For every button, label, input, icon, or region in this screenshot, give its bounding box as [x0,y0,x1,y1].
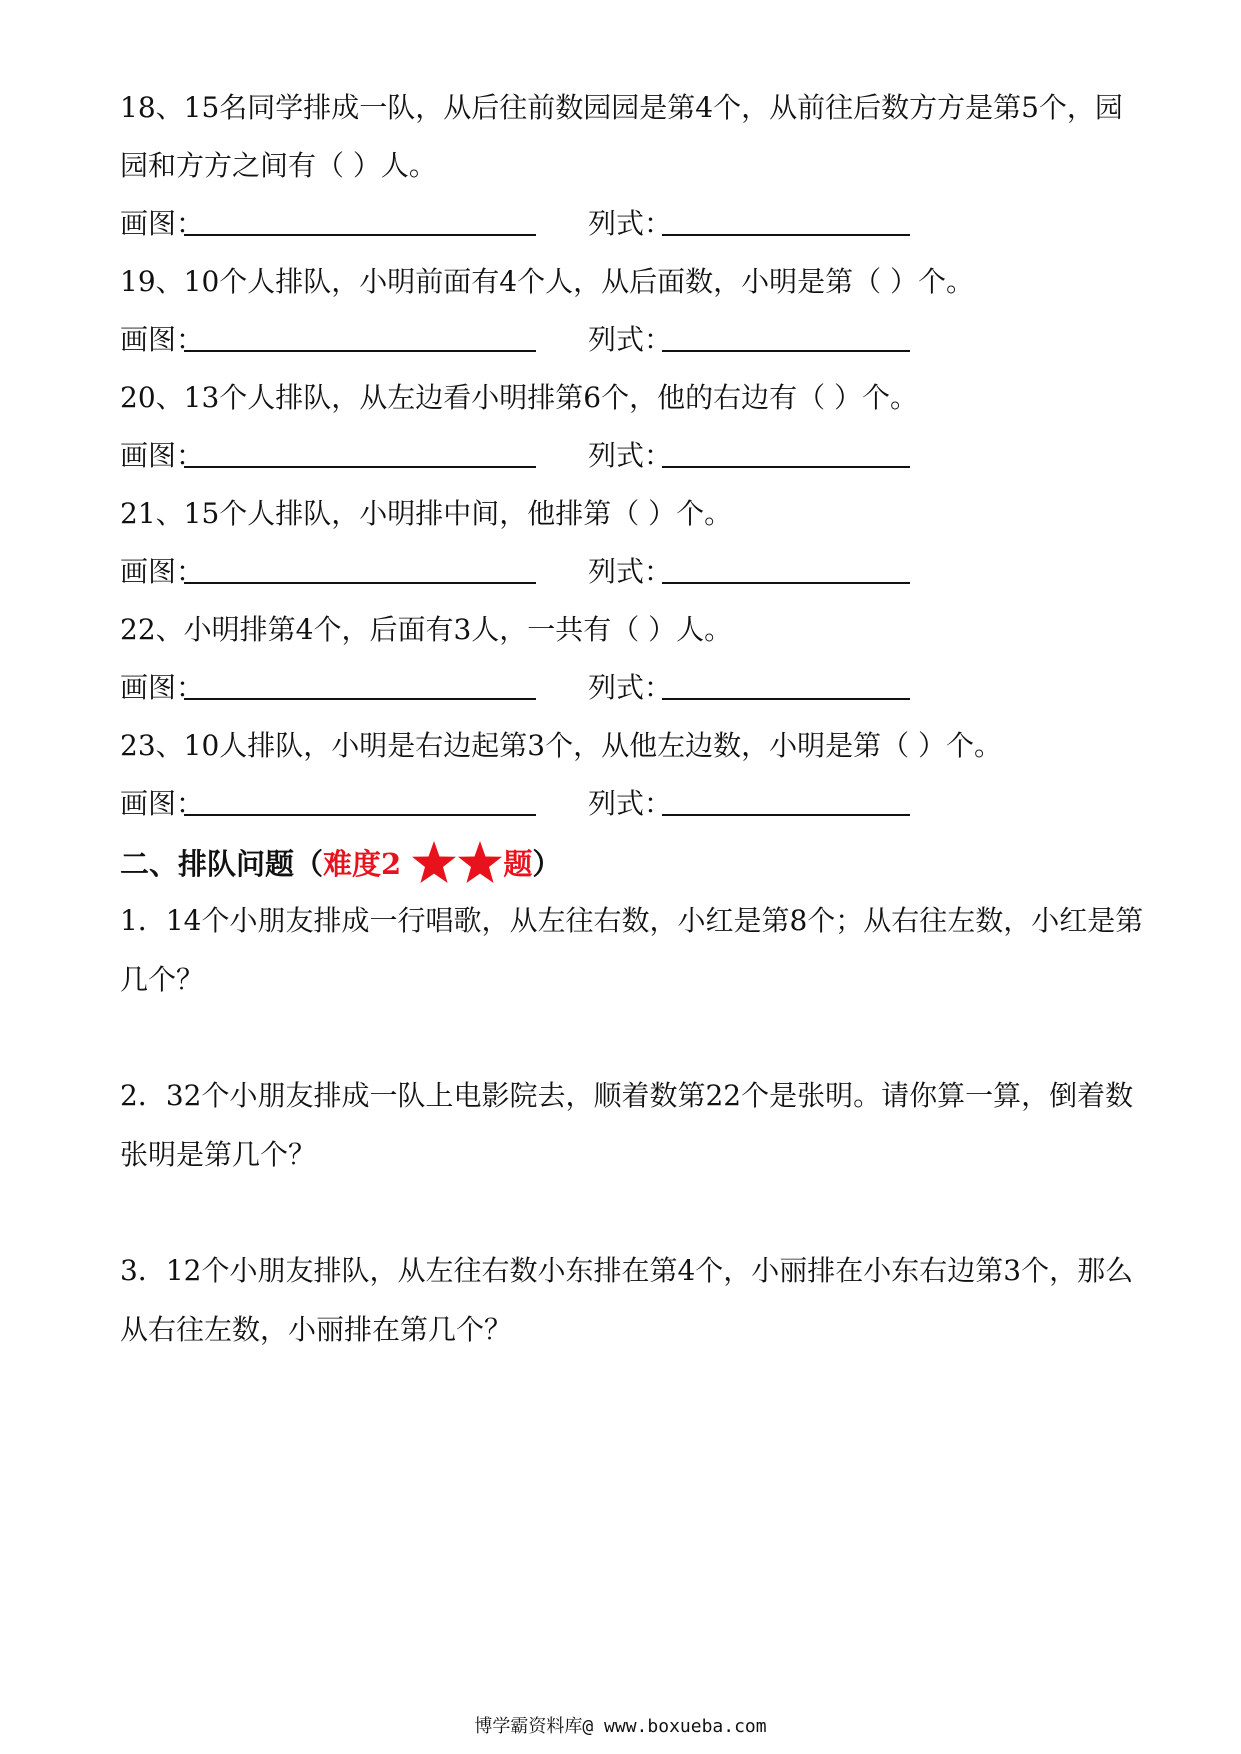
draw-blank[interactable] [184,436,536,468]
draw-label: 画图： [120,439,205,472]
draw-label: 画图： [120,323,205,356]
footer-watermark: 博学霸资料库@ www.boxueba.com [474,1716,767,1737]
draw-blank[interactable] [184,204,536,236]
question-22: 22、小明排第4个，后面有3人，一共有（ ）人。 [120,613,733,646]
formula-blank[interactable] [662,320,910,352]
difficulty-label: 难度2 [323,847,402,881]
formula-blank[interactable] [662,204,910,236]
formula-label: 列式： [588,671,673,704]
question-19: 19、10个人排队，小明前面有4个人，从后面数，小明是第（ ）个。 [120,265,974,298]
star-icon [411,840,457,884]
draw-blank[interactable] [184,784,536,816]
draw-label: 画图： [120,207,205,240]
question-23: 23、10人排队，小明是右边起第3个，从他左边数，小明是第（ ）个。 [120,729,1002,762]
problem-3-line1: 3．12个小朋友排队，从左往右数小东排在第4个，小丽排在小东右边第3个，那么 [120,1254,1134,1287]
question-18-line1: 18、15名同学排成一队，从后往前数园园是第4个，从前往后数方方是第5个，园 [120,91,1123,124]
formula-label: 列式： [588,555,673,588]
work-row-22 [120,668,1190,708]
section-paren-close: ） [532,847,562,881]
formula-label: 列式： [588,439,673,472]
formula-blank[interactable] [662,552,910,584]
work-row-19 [120,320,1190,360]
problem-1-line1: 1．14个小朋友排成一行唱歌，从左往右数，小红是第8个；从右往左数，小红是第 [120,904,1144,937]
formula-label: 列式： [588,323,673,356]
question-20: 20、13个人排队，从左边看小明排第6个，他的右边有（ ）个。 [120,381,918,414]
draw-label: 画图： [120,555,205,588]
problem-1-line2: 几个？ [120,963,205,996]
work-row-21 [120,552,1190,592]
formula-label: 列式： [588,787,673,820]
section-paren-open: （ [294,847,324,881]
formula-blank[interactable] [662,436,910,468]
draw-label: 画图： [120,787,205,820]
problem-3-line2: 从右往左数，小丽排在第几个？ [120,1313,513,1346]
work-row-18 [120,204,1190,244]
draw-label: 画图： [120,671,205,704]
draw-blank[interactable] [184,320,536,352]
draw-blank[interactable] [184,552,536,584]
question-21: 21、15个人排队，小明排中间，他排第（ ）个。 [120,497,733,530]
formula-blank[interactable] [662,784,910,816]
draw-blank[interactable] [184,668,536,700]
formula-label: 列式： [588,207,673,240]
section-heading [120,840,561,886]
work-row-23 [120,784,1190,824]
question-18-line2: 园和方方之间有（ ）人。 [120,149,437,182]
problem-2-line2: 张明是第几个？ [120,1138,317,1171]
difficulty-suffix: 题 [503,847,533,881]
problem-2-line1: 2．32个小朋友排成一队上电影院去，顺着数第22个是张明。请你算一算，倒着数 [120,1079,1134,1112]
star-icon [457,840,503,884]
formula-blank[interactable] [662,668,910,700]
section-title: 二、排队问题 [120,847,295,881]
work-row-20 [120,436,1190,476]
